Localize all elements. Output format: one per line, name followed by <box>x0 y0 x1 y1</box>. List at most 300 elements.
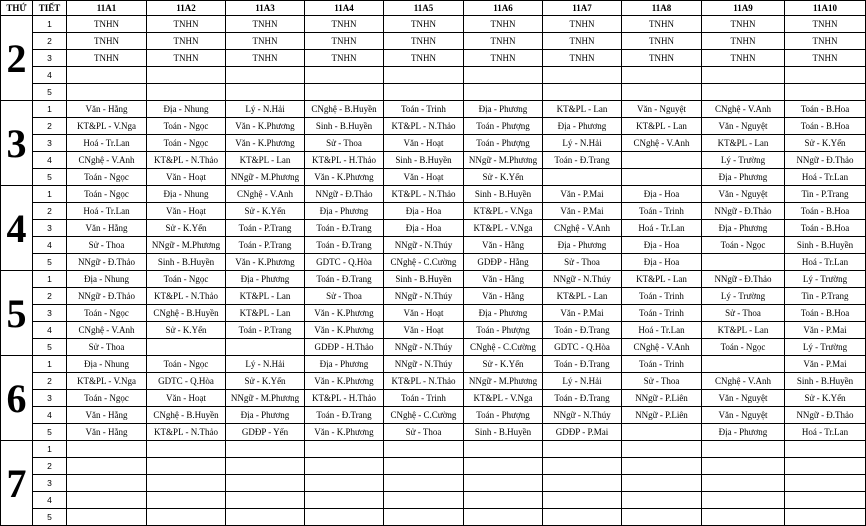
lesson-cell: Văn - Nguyệt <box>702 390 785 407</box>
timetable-body <box>1 16 866 526</box>
lesson-cell: Sinh - B.Huyền <box>464 186 543 203</box>
lesson-cell: NNgữ - N.Thúy <box>384 237 464 254</box>
lesson-cell: KT&PL - N.Thảo <box>384 118 464 135</box>
lesson-cell <box>464 475 543 492</box>
lesson-cell <box>622 67 702 84</box>
lesson-cell: Toán - Đ.Trang <box>305 407 384 424</box>
lesson-cell: Toán - Ngọc <box>147 135 226 152</box>
lesson-cell: TNHN <box>226 16 305 33</box>
period-number: 2 <box>33 458 67 475</box>
header-tiet: TIẾT <box>33 1 67 16</box>
lesson-cell <box>622 509 702 526</box>
lesson-cell: TNHN <box>785 50 866 67</box>
lesson-cell <box>702 509 785 526</box>
period-number: 5 <box>33 254 67 271</box>
timetable-row <box>1 135 866 152</box>
lesson-cell: Văn - Hoạt <box>147 169 226 186</box>
lesson-cell: Toán - Trinh <box>622 356 702 373</box>
lesson-cell: GDTC - Q.Hòa <box>147 373 226 390</box>
lesson-cell: Sử - K.Yến <box>226 373 305 390</box>
lesson-cell: NNgữ - P.Liên <box>622 390 702 407</box>
lesson-cell: TNHN <box>305 16 384 33</box>
period-number: 1 <box>33 356 67 373</box>
lesson-cell: Lý - Trường <box>785 271 866 288</box>
timetable-row <box>1 118 866 135</box>
timetable-row <box>1 458 866 475</box>
lesson-cell: Địa - Phương <box>464 305 543 322</box>
lesson-cell: Toán - Trinh <box>384 101 464 118</box>
lesson-cell: Địa - Phương <box>464 101 543 118</box>
lesson-cell: Văn - Hoạt <box>384 322 464 339</box>
timetable-row <box>1 339 866 356</box>
lesson-cell: Sinh - B.Huyền <box>785 237 866 254</box>
lesson-cell: NNgữ - N.Thúy <box>543 407 622 424</box>
lesson-cell: Văn - Hoạt <box>147 203 226 220</box>
lesson-cell: Toán - Đ.Trang <box>543 356 622 373</box>
lesson-cell: Văn - Hằng <box>464 288 543 305</box>
header-class: 11A10 <box>785 1 866 16</box>
lesson-cell <box>464 84 543 101</box>
lesson-cell <box>622 84 702 101</box>
period-number: 3 <box>33 475 67 492</box>
lesson-cell: Văn - Hằng <box>67 407 147 424</box>
lesson-cell: Hoá - Tr.Lan <box>67 135 147 152</box>
header-row <box>1 1 866 16</box>
lesson-cell: Văn - Hằng <box>67 220 147 237</box>
lesson-cell: Toán - Đ.Trang <box>543 322 622 339</box>
header-class: 11A9 <box>702 1 785 16</box>
lesson-cell: Hoá - Tr.Lan <box>785 424 866 441</box>
lesson-cell <box>702 475 785 492</box>
lesson-cell: Văn - P.Mai <box>785 322 866 339</box>
lesson-cell: Địa - Hoa <box>622 254 702 271</box>
lesson-cell: Lý - Trường <box>785 339 866 356</box>
lesson-cell: GDTC - Q.Hòa <box>543 339 622 356</box>
lesson-cell: NNgữ - Đ.Thảo <box>67 288 147 305</box>
period-number: 4 <box>33 237 67 254</box>
period-number: 2 <box>33 33 67 50</box>
lesson-cell: NNgữ - P.Liên <box>622 407 702 424</box>
lesson-cell <box>384 492 464 509</box>
period-number: 3 <box>33 220 67 237</box>
lesson-cell <box>543 509 622 526</box>
period-number: 1 <box>33 271 67 288</box>
lesson-cell: KT&PL - Lan <box>622 118 702 135</box>
lesson-cell: NNgữ - Đ.Thảo <box>785 407 866 424</box>
timetable-row <box>1 254 866 271</box>
period-number: 2 <box>33 288 67 305</box>
lesson-cell: GDĐP - H.Thảo <box>305 339 384 356</box>
lesson-cell <box>702 356 785 373</box>
period-number: 4 <box>33 492 67 509</box>
period-number: 2 <box>33 373 67 390</box>
lesson-cell <box>67 84 147 101</box>
timetable-row <box>1 390 866 407</box>
lesson-cell <box>702 458 785 475</box>
lesson-cell: TNHN <box>384 33 464 50</box>
lesson-cell: Sử - Thoa <box>622 373 702 390</box>
lesson-cell: Toán - Đ.Trang <box>305 271 384 288</box>
lesson-cell <box>702 492 785 509</box>
lesson-cell: Toán - P.Trang <box>226 220 305 237</box>
period-number: 4 <box>33 152 67 169</box>
lesson-cell: Văn - K.Phương <box>226 118 305 135</box>
timetable-row <box>1 475 866 492</box>
lesson-cell <box>543 475 622 492</box>
period-number: 2 <box>33 203 67 220</box>
lesson-cell <box>147 458 226 475</box>
timetable-row <box>1 186 866 203</box>
lesson-cell: Hoá - Tr.Lan <box>67 203 147 220</box>
timetable-row <box>1 67 866 84</box>
period-number: 4 <box>33 407 67 424</box>
lesson-cell: Địa - Phương <box>702 220 785 237</box>
lesson-cell: TNHN <box>464 50 543 67</box>
lesson-cell: Toán - Đ.Trang <box>305 237 384 254</box>
lesson-cell: CNghệ - V.Anh <box>702 373 785 390</box>
lesson-cell: TNHN <box>226 33 305 50</box>
lesson-cell: NNgữ - N.Thúy <box>384 288 464 305</box>
lesson-cell: Sử - K.Yến <box>785 390 866 407</box>
lesson-cell <box>67 492 147 509</box>
lesson-cell: Toán - Ngọc <box>67 169 147 186</box>
lesson-cell: TNHN <box>622 50 702 67</box>
lesson-cell: Sử - Thoa <box>305 288 384 305</box>
timetable-row <box>1 203 866 220</box>
lesson-cell <box>67 441 147 458</box>
lesson-cell: GDĐP - Yến <box>226 424 305 441</box>
lesson-cell <box>702 84 785 101</box>
lesson-cell: Sinh - B.Huyền <box>384 152 464 169</box>
lesson-cell: NNgữ - M.Phương <box>464 152 543 169</box>
lesson-cell: Văn - K.Phương <box>226 135 305 152</box>
lesson-cell: NNgữ - M.Phương <box>464 373 543 390</box>
lesson-cell: Văn - Hoạt <box>384 135 464 152</box>
lesson-cell: Sinh - B.Huyền <box>464 424 543 441</box>
lesson-cell: TNHN <box>702 33 785 50</box>
timetable-row <box>1 441 866 458</box>
lesson-cell: Toán - Đ.Trang <box>305 220 384 237</box>
lesson-cell <box>305 84 384 101</box>
lesson-cell: KT&PL - Lan <box>543 288 622 305</box>
lesson-cell <box>147 475 226 492</box>
lesson-cell <box>147 67 226 84</box>
lesson-cell: KT&PL - Lan <box>543 101 622 118</box>
lesson-cell: Toán - Ngọc <box>702 339 785 356</box>
lesson-cell: Toán - Trinh <box>622 305 702 322</box>
timetable-row <box>1 101 866 118</box>
lesson-cell <box>622 492 702 509</box>
timetable-row <box>1 407 866 424</box>
lesson-cell: Địa - Phương <box>702 169 785 186</box>
lesson-cell: Văn - Hằng <box>67 101 147 118</box>
timetable-row <box>1 16 866 33</box>
lesson-cell: TNHN <box>543 16 622 33</box>
lesson-cell <box>147 509 226 526</box>
lesson-cell: TNHN <box>305 50 384 67</box>
lesson-cell: Toán - Ngọc <box>67 305 147 322</box>
lesson-cell: NNgữ - Đ.Thảo <box>67 254 147 271</box>
lesson-cell <box>226 441 305 458</box>
lesson-cell: KT&PL - V.Nga <box>67 373 147 390</box>
lesson-cell: KT&PL - Lan <box>226 152 305 169</box>
lesson-cell <box>305 492 384 509</box>
header-class: 11A5 <box>384 1 464 16</box>
lesson-cell <box>785 475 866 492</box>
lesson-cell <box>384 509 464 526</box>
lesson-cell: Toán - Ngọc <box>67 186 147 203</box>
lesson-cell: KT&PL - H.Thảo <box>305 152 384 169</box>
lesson-cell: Văn - Hoạt <box>384 305 464 322</box>
timetable-row <box>1 50 866 67</box>
lesson-cell: NNgữ - N.Thúy <box>543 271 622 288</box>
timetable-row <box>1 305 866 322</box>
lesson-cell: KT&PL - V.Nga <box>67 118 147 135</box>
lesson-cell <box>464 509 543 526</box>
lesson-cell: NNgữ - Đ.Thảo <box>785 152 866 169</box>
lesson-cell: KT&PL - V.Nga <box>464 203 543 220</box>
lesson-cell: CNghệ - V.Anh <box>67 152 147 169</box>
lesson-cell: TNHN <box>147 16 226 33</box>
lesson-cell: Văn - P.Mai <box>543 203 622 220</box>
lesson-cell <box>622 475 702 492</box>
lesson-cell: CNghệ - C.Cường <box>384 407 464 424</box>
lesson-cell <box>226 458 305 475</box>
lesson-cell: KT&PL - Lan <box>226 305 305 322</box>
timetable-row <box>1 271 866 288</box>
lesson-cell: TNHN <box>384 50 464 67</box>
lesson-cell: Văn - K.Phương <box>305 373 384 390</box>
lesson-cell <box>622 441 702 458</box>
lesson-cell: Toán - Ngọc <box>147 356 226 373</box>
lesson-cell: Văn - Hằng <box>464 271 543 288</box>
lesson-cell: NNgữ - N.Thúy <box>384 339 464 356</box>
lesson-cell: Sử - K.Yến <box>785 135 866 152</box>
lesson-cell <box>226 509 305 526</box>
lesson-cell: TNHN <box>543 50 622 67</box>
lesson-cell: Toán - Ngọc <box>147 118 226 135</box>
lesson-cell: Lý - N.Hải <box>226 356 305 373</box>
lesson-cell: Toán - P.Trang <box>226 237 305 254</box>
lesson-cell: CNghệ - B.Huyền <box>147 305 226 322</box>
lesson-cell <box>226 67 305 84</box>
lesson-cell: KT&PL - Lan <box>622 271 702 288</box>
lesson-cell: Sử - Thoa <box>384 424 464 441</box>
lesson-cell: Văn - K.Phương <box>305 169 384 186</box>
lesson-cell <box>67 458 147 475</box>
header-class: 11A7 <box>543 1 622 16</box>
lesson-cell: Văn - K.Phương <box>305 305 384 322</box>
header-class: 11A4 <box>305 1 384 16</box>
timetable-row <box>1 509 866 526</box>
period-number: 1 <box>33 186 67 203</box>
lesson-cell: CNghệ - V.Anh <box>226 186 305 203</box>
lesson-cell <box>785 458 866 475</box>
lesson-cell <box>702 67 785 84</box>
lesson-cell: Sử - Thoa <box>305 135 384 152</box>
lesson-cell: Toán - Ngọc <box>147 271 226 288</box>
lesson-cell: Địa - Nhung <box>67 356 147 373</box>
lesson-cell <box>543 441 622 458</box>
header-class: 11A6 <box>464 1 543 16</box>
lesson-cell: CNghệ - B.Huyền <box>305 101 384 118</box>
lesson-cell: Toán - Phượng <box>464 322 543 339</box>
lesson-cell: KT&PL - N.Thảo <box>147 152 226 169</box>
lesson-cell <box>622 152 702 169</box>
lesson-cell: Toán - Trinh <box>622 203 702 220</box>
lesson-cell: Toán - Đ.Trang <box>543 152 622 169</box>
lesson-cell: Địa - Phương <box>305 203 384 220</box>
lesson-cell: CNghệ - V.Anh <box>702 101 785 118</box>
lesson-cell: Toán - Trinh <box>384 390 464 407</box>
lesson-cell: Sinh - B.Huyền <box>305 118 384 135</box>
lesson-cell: Lý - Trường <box>702 288 785 305</box>
lesson-cell: Sử - Thoa <box>543 254 622 271</box>
lesson-cell: TNHN <box>622 33 702 50</box>
lesson-cell <box>464 492 543 509</box>
lesson-cell: TNHN <box>785 33 866 50</box>
lesson-cell: Văn - Nguyệt <box>622 101 702 118</box>
lesson-cell <box>384 458 464 475</box>
lesson-cell: TNHN <box>702 50 785 67</box>
lesson-cell: KT&PL - Lan <box>226 288 305 305</box>
lesson-cell: TNHN <box>384 16 464 33</box>
lesson-cell: Văn - Nguyệt <box>702 118 785 135</box>
lesson-cell <box>785 84 866 101</box>
lesson-cell: Địa - Nhung <box>147 186 226 203</box>
day-label: 6 <box>1 356 33 441</box>
lesson-cell: Sử - K.Yến <box>464 356 543 373</box>
timetable-row <box>1 33 866 50</box>
lesson-cell <box>785 492 866 509</box>
lesson-cell: Văn - K.Phương <box>305 322 384 339</box>
lesson-cell <box>464 67 543 84</box>
header-thu: THỨ <box>1 1 33 16</box>
lesson-cell <box>305 67 384 84</box>
lesson-cell: Địa - Phương <box>305 356 384 373</box>
lesson-cell <box>543 458 622 475</box>
lesson-cell: Sinh - B.Huyền <box>384 271 464 288</box>
lesson-cell <box>543 169 622 186</box>
lesson-cell: Địa - Phương <box>543 118 622 135</box>
lesson-cell: Lý - Trường <box>702 152 785 169</box>
lesson-cell: CNghệ - V.Anh <box>622 339 702 356</box>
lesson-cell: NNgữ - Đ.Thảo <box>305 186 384 203</box>
period-number: 1 <box>33 101 67 118</box>
lesson-cell: Tin - P.Trang <box>785 186 866 203</box>
lesson-cell <box>305 475 384 492</box>
lesson-cell: TNHN <box>67 16 147 33</box>
lesson-cell: Sử - K.Yến <box>147 220 226 237</box>
timetable-row <box>1 288 866 305</box>
day-label: 3 <box>1 101 33 186</box>
lesson-cell: Toán - Phượng <box>464 118 543 135</box>
lesson-cell: Toán - P.Trang <box>226 322 305 339</box>
lesson-cell: KT&PL - N.Thảo <box>384 373 464 390</box>
lesson-cell: Toán - Đ.Trang <box>543 390 622 407</box>
lesson-cell <box>226 475 305 492</box>
lesson-cell <box>226 84 305 101</box>
lesson-cell: CNghệ - B.Huyền <box>147 407 226 424</box>
header-class: 11A1 <box>67 1 147 16</box>
lesson-cell: Toán - B.Hoa <box>785 101 866 118</box>
lesson-cell: Hoá - Tr.Lan <box>785 169 866 186</box>
lesson-cell: Sử - Thoa <box>67 237 147 254</box>
lesson-cell <box>226 339 305 356</box>
lesson-cell <box>622 169 702 186</box>
lesson-cell <box>384 441 464 458</box>
lesson-cell: TNHN <box>226 50 305 67</box>
lesson-cell: Sử - K.Yến <box>147 322 226 339</box>
lesson-cell: KT&PL - V.Nga <box>464 390 543 407</box>
lesson-cell: NNgữ - Đ.Thảo <box>702 203 785 220</box>
lesson-cell: Địa - Phương <box>702 424 785 441</box>
lesson-cell: NNgữ - M.Phương <box>226 169 305 186</box>
lesson-cell: Toán - B.Hoa <box>785 118 866 135</box>
timetable-row <box>1 152 866 169</box>
lesson-cell <box>785 509 866 526</box>
header-class: 11A3 <box>226 1 305 16</box>
lesson-cell: Sử - K.Yến <box>464 169 543 186</box>
lesson-cell: TNHN <box>622 16 702 33</box>
timetable-row <box>1 169 866 186</box>
lesson-cell: GDTC - Q.Hòa <box>305 254 384 271</box>
lesson-cell <box>305 458 384 475</box>
lesson-cell: CNghệ - C.Cường <box>464 339 543 356</box>
lesson-cell: KT&PL - N.Thảo <box>384 186 464 203</box>
day-label: 4 <box>1 186 33 271</box>
period-number: 3 <box>33 305 67 322</box>
period-number: 5 <box>33 169 67 186</box>
lesson-cell: Văn - K.Phương <box>305 424 384 441</box>
lesson-cell: Địa - Phương <box>226 271 305 288</box>
lesson-cell: Văn - P.Mai <box>543 305 622 322</box>
lesson-cell <box>785 441 866 458</box>
period-number: 5 <box>33 509 67 526</box>
lesson-cell <box>785 67 866 84</box>
lesson-cell: CNghệ - V.Anh <box>543 220 622 237</box>
period-number: 3 <box>33 50 67 67</box>
lesson-cell: Toán - Phượng <box>464 135 543 152</box>
lesson-cell: Sinh - B.Huyền <box>147 254 226 271</box>
lesson-cell: KT&PL - Lan <box>702 135 785 152</box>
lesson-cell: Văn - P.Mai <box>543 186 622 203</box>
lesson-cell: GDĐP - Hằng <box>464 254 543 271</box>
lesson-cell: TNHN <box>67 33 147 50</box>
lesson-cell: Văn - Nguyệt <box>702 407 785 424</box>
lesson-cell <box>543 67 622 84</box>
lesson-cell: Toán - B.Hoa <box>785 203 866 220</box>
lesson-cell: Sử - K.Yến <box>226 203 305 220</box>
lesson-cell <box>622 424 702 441</box>
day-label: 2 <box>1 16 33 101</box>
lesson-cell: Toán - Phượng <box>464 407 543 424</box>
lesson-cell: KT&PL - Lan <box>702 322 785 339</box>
lesson-cell <box>305 509 384 526</box>
timetable-row <box>1 492 866 509</box>
lesson-cell: Văn - K.Phương <box>226 254 305 271</box>
period-number: 3 <box>33 135 67 152</box>
lesson-cell: Địa - Hoa <box>622 237 702 254</box>
period-number: 4 <box>33 322 67 339</box>
lesson-cell <box>67 509 147 526</box>
lesson-cell <box>384 84 464 101</box>
lesson-cell: TNHN <box>464 33 543 50</box>
lesson-cell: TNHN <box>147 50 226 67</box>
lesson-cell: Hoá - Tr.Lan <box>622 322 702 339</box>
timetable-row <box>1 356 866 373</box>
lesson-cell: Toán - Ngọc <box>702 237 785 254</box>
